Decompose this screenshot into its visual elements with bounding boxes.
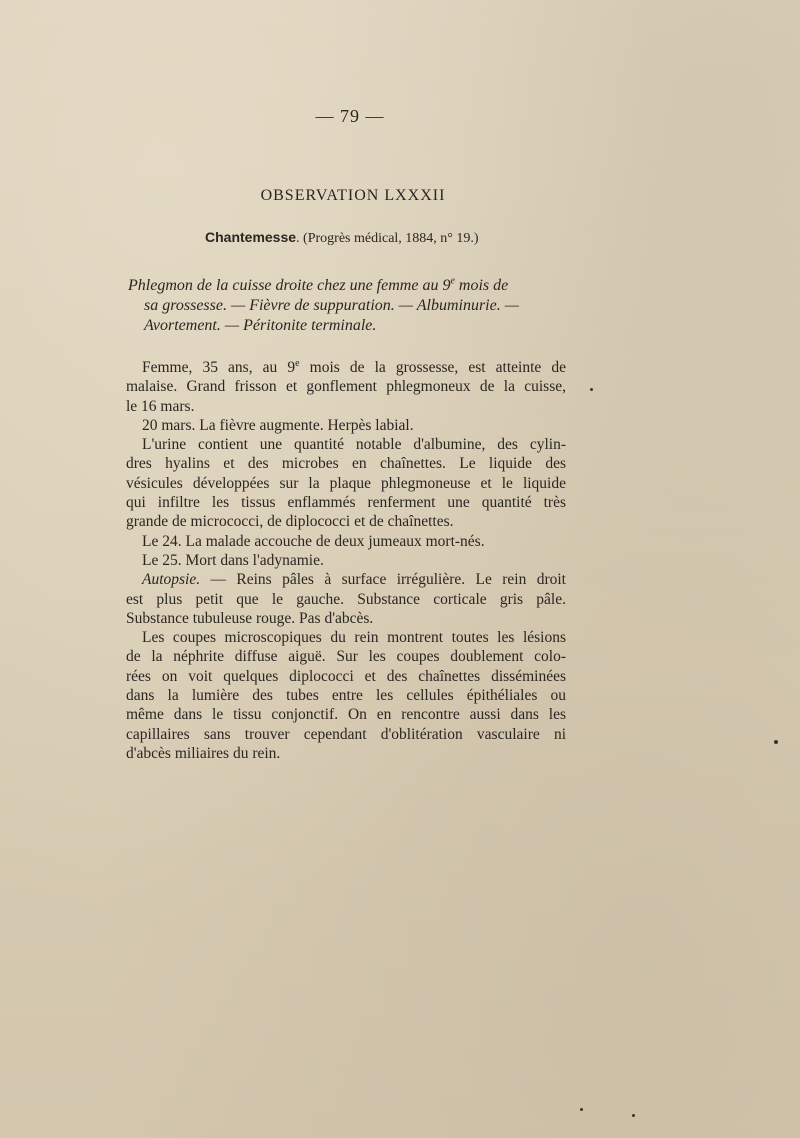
source-citation — [205, 229, 479, 247]
body-line: Substance tubuleuse rouge. Pas d'abcès. — [126, 609, 374, 627]
source-reference: . (Progrès médical, 1884, n° 19.) — [296, 231, 479, 246]
body-line: Le 24. La malade accouche de deux jumeaux mort-nés. — [142, 532, 485, 550]
body-line: vésicules développées sur la plaque phlegmoneuse et le liquide — [126, 474, 566, 492]
subtitle-line: Avortement. — Péritonite terminale. — [144, 317, 377, 334]
source-author: Chantemesse — [205, 229, 297, 245]
body-line: rées on voit quelques diplococci et des chaînettes disséminées — [126, 667, 566, 685]
body-line: malaise. Grand frisson et gonflement phlegmoneux de la cuisse, — [126, 378, 566, 396]
paper-spot — [590, 388, 593, 391]
body-line: dans la lumière des tubes entre les cellules épithéliales ou — [126, 687, 566, 705]
body-line: Le 25. Mort dans l'adynamie. — [142, 551, 324, 569]
body-line: Les coupes microscopiques du rein montrent toutes les lésions — [142, 629, 566, 647]
body-line: d'abcès miliaires du rein. — [126, 744, 281, 762]
paper-spot — [774, 740, 778, 744]
body-line: le 16 mars. — [126, 397, 195, 415]
page-number: — 79 — — [315, 106, 385, 126]
body-line: est plus petit que le gauche. Substance corticale gris pâle. — [126, 590, 566, 608]
body-line: même dans le tissu conjonctif. On en rencontre aussi dans les — [126, 706, 566, 724]
subtitle-line: Phlegmon de la cuisse droite chez une femme au 9e mois de — [128, 275, 509, 294]
body-line: Autopsie. — Reins pâles à surface irrégulière. Le rein droit — [142, 571, 566, 589]
body-line: L'urine contient une quantité notable d'albumine, des cylin- — [142, 436, 566, 454]
body-line: grande de micrococci, de diplococci et de chaînettes. — [126, 513, 454, 531]
body-line: de la néphrite diffuse aiguë. Sur les coupes doublement colo- — [126, 648, 566, 666]
subtitle-line: sa grossesse. — Fièvre de suppuration. — Albuminurie. — — [144, 297, 519, 314]
case-body — [126, 358, 566, 763]
case-subtitle — [128, 276, 568, 336]
body-line: dres hyalins et des microbes en chaînettes. Le liquide des — [126, 455, 566, 473]
paper-spot — [632, 1114, 635, 1117]
body-line: capillaires sans trouver cependant d'oblitération vasculaire ni — [126, 725, 566, 743]
body-line: 20 mars. La fièvre augmente. Herpès labial. — [142, 416, 414, 434]
body-line: qui infiltre les tissus enflammés renferment une quantité très — [126, 494, 566, 512]
body-line: Femme, 35 ans, au 9e mois de la grossesse, est atteinte de — [142, 357, 566, 376]
observation-title: OBSERVATION LXXXII — [260, 187, 446, 204]
paper-spot — [580, 1108, 583, 1111]
